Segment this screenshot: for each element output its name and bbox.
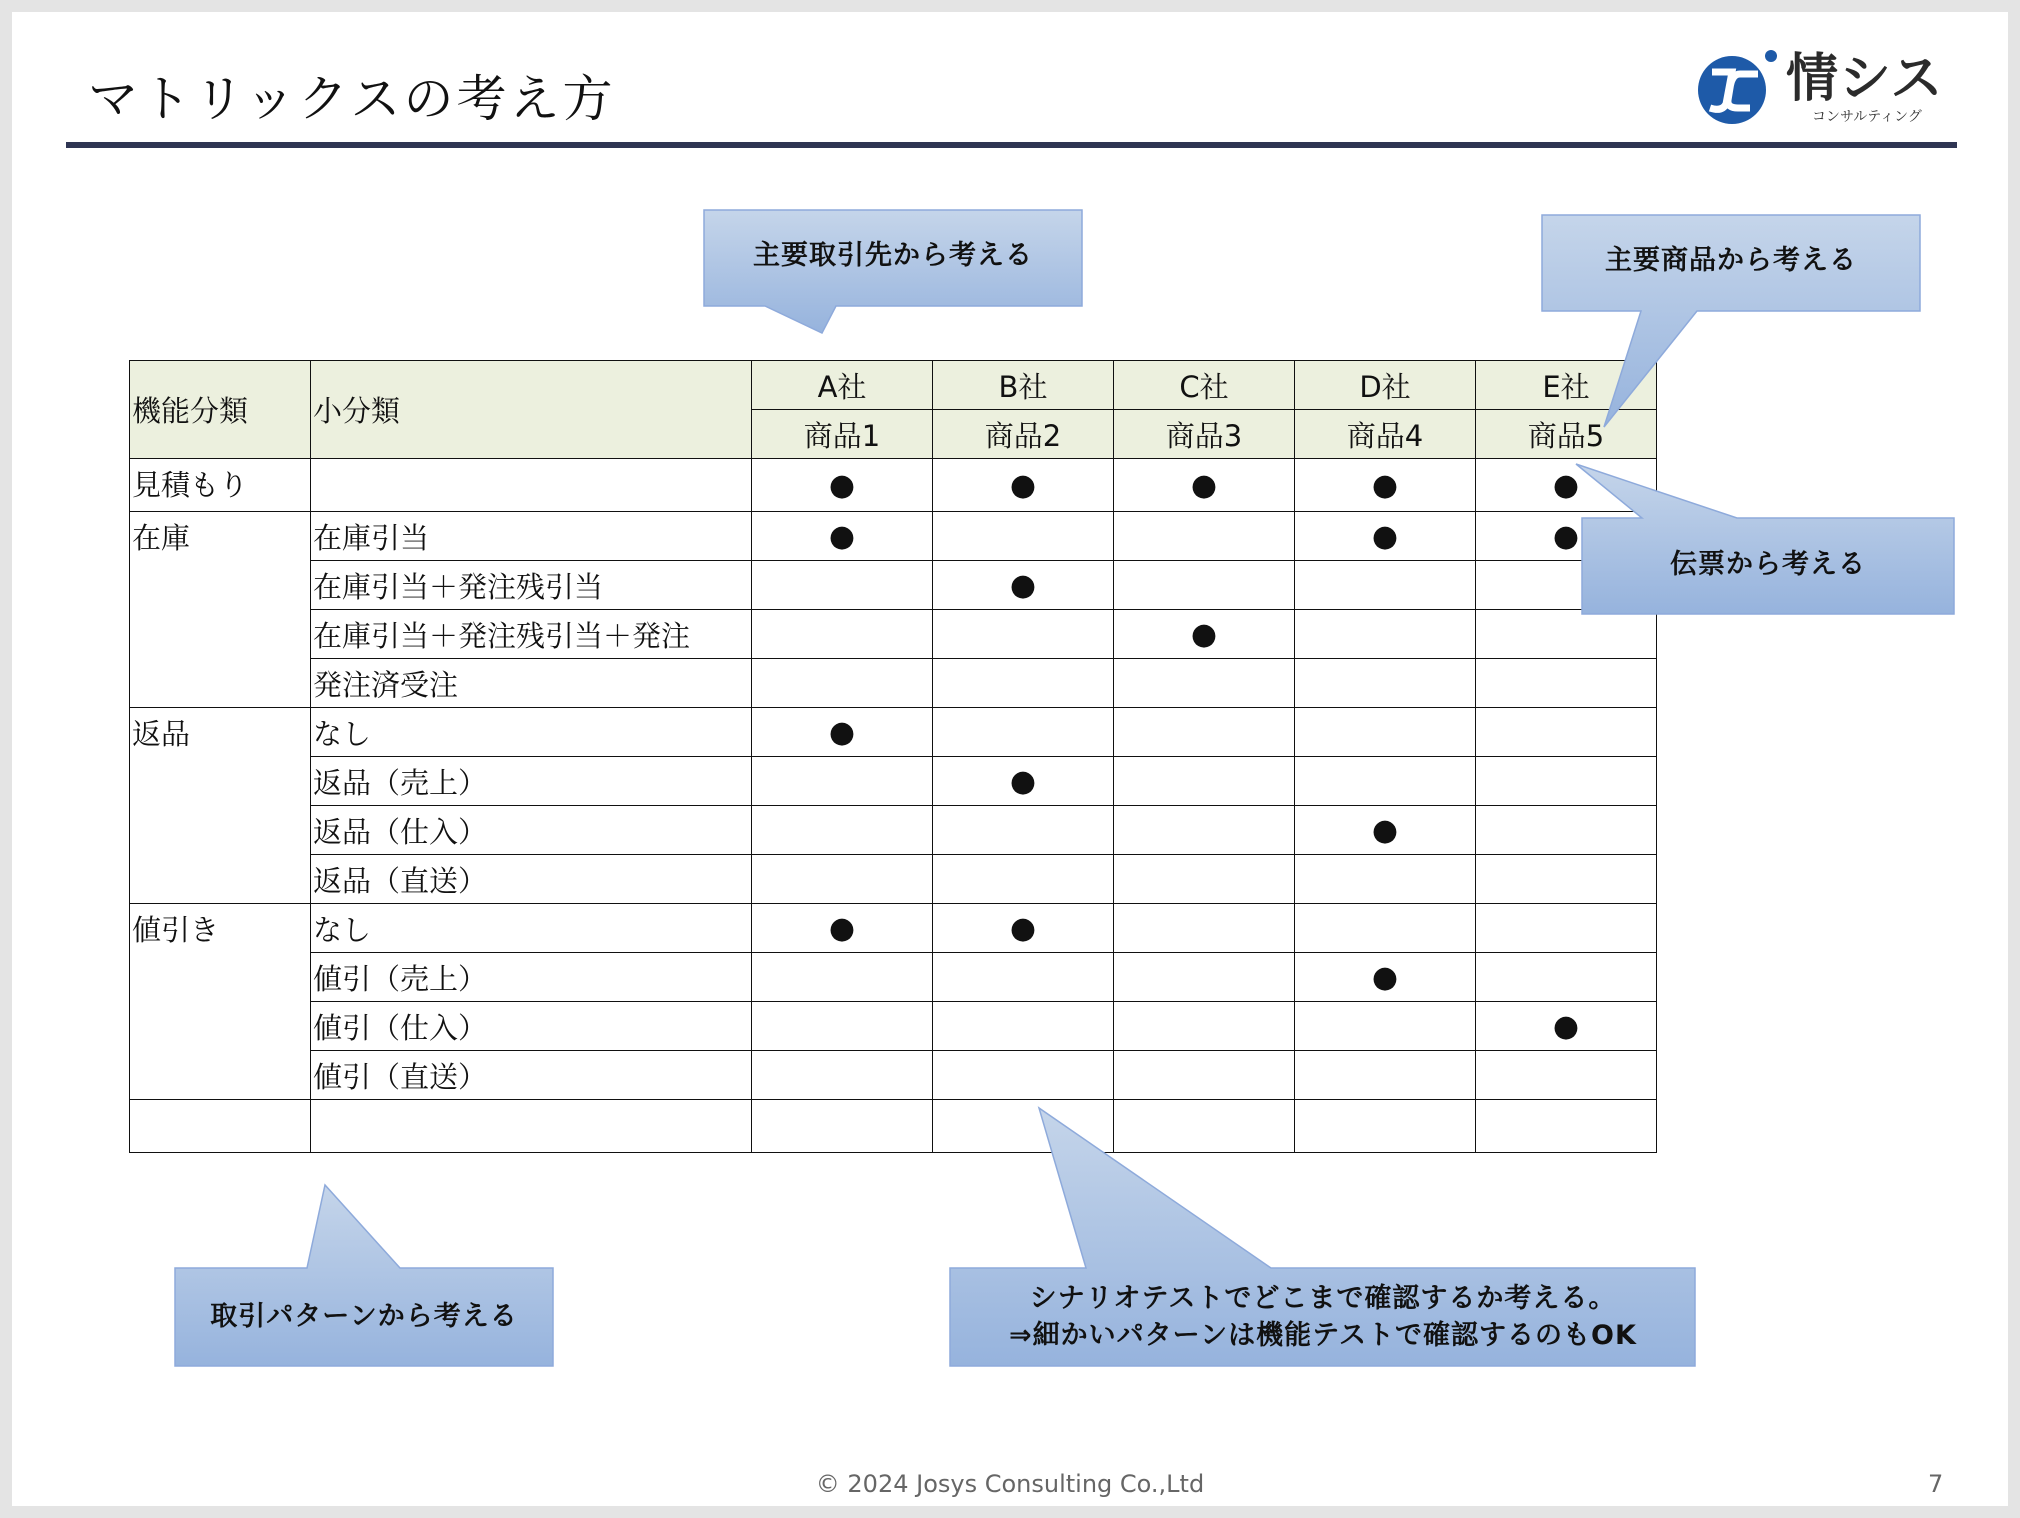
- subcategory-cell: 発注済受注: [311, 659, 752, 708]
- mark-cell-empty: [1114, 561, 1295, 610]
- subcategory-cell: 返品（売上）: [311, 757, 752, 806]
- subcategory-cell: 在庫引当: [311, 512, 752, 561]
- header-company: A社: [752, 361, 933, 410]
- check-dot-icon: ●: [1190, 467, 1218, 503]
- footer-copyright: © 2024 Josys Consulting Co.,Ltd: [815, 1470, 1205, 1498]
- header-company: C社: [1114, 361, 1295, 410]
- logo-subtitle: コンサルティング: [1812, 109, 1922, 125]
- table-row: [130, 953, 1657, 1002]
- mark-cell-empty: [752, 561, 933, 610]
- mark-cell-empty: [933, 708, 1114, 757]
- mark-cell-filled: [1295, 953, 1476, 1002]
- mark-cell-filled: [1114, 459, 1295, 512]
- page-number: 7: [1928, 1470, 1944, 1498]
- mark-cell-empty: [933, 659, 1114, 708]
- header-row-company: [130, 361, 1657, 410]
- check-dot-icon: ●: [1009, 567, 1037, 603]
- check-dot-icon: ●: [1371, 467, 1399, 503]
- subcategory-cell: [311, 459, 752, 512]
- mark-cell-filled: [1295, 459, 1476, 512]
- test-matrix-table: [129, 360, 1657, 1153]
- header-subcategory: 小分類: [311, 361, 752, 459]
- mark-cell-empty: [1114, 1002, 1295, 1051]
- mark-cell-empty: [1295, 708, 1476, 757]
- mark-cell-empty: [1295, 757, 1476, 806]
- callout-top-products: [1541, 214, 1921, 429]
- mark-cell-empty: [752, 953, 933, 1002]
- mark-cell-empty: [752, 757, 933, 806]
- table-row: [130, 610, 1657, 659]
- subcategory-cell: 値引（直送）: [311, 1051, 752, 1100]
- check-dot-icon: ●: [1371, 812, 1399, 848]
- check-dot-icon: ●: [1552, 1008, 1580, 1044]
- subcategory-cell: なし: [311, 904, 752, 953]
- subcategory-cell: 返品（仕入）: [311, 806, 752, 855]
- header-product: 商品3: [1114, 410, 1295, 459]
- header-product: 商品2: [933, 410, 1114, 459]
- subcategory-cell: 在庫引当＋発注残引当: [311, 561, 752, 610]
- header-company: B社: [933, 361, 1114, 410]
- callout-slip-shape: [1580, 446, 1956, 616]
- mark-cell-filled: [752, 904, 933, 953]
- check-dot-icon: ●: [1371, 959, 1399, 995]
- check-dot-icon: ●: [1009, 910, 1037, 946]
- header-product: 商品1: [752, 410, 933, 459]
- mark-cell-empty: [1476, 659, 1657, 708]
- mark-cell-filled: [933, 459, 1114, 512]
- mark-cell-empty: [1476, 953, 1657, 1002]
- table-row: [130, 806, 1657, 855]
- table-row: [130, 659, 1657, 708]
- slide: [12, 12, 2008, 1506]
- mark-cell-empty: [752, 1002, 933, 1051]
- mark-cell-empty: [1476, 610, 1657, 659]
- function-category-cell: 値引き: [130, 904, 311, 1100]
- table-row: [130, 855, 1657, 904]
- callout-patterns-text: 取引パターンから考える: [210, 1301, 518, 1332]
- callout-slip-text: 伝票から考える: [1670, 549, 1866, 580]
- function-category-cell: [130, 1100, 311, 1153]
- mark-cell-filled: [933, 904, 1114, 953]
- subcategory-cell: 返品（直送）: [311, 855, 752, 904]
- mark-cell-empty: [752, 659, 933, 708]
- table-row: [130, 459, 1657, 512]
- mark-cell-empty: [1114, 659, 1295, 708]
- callout-top-customers: [703, 209, 1083, 334]
- subcategory-cell: 値引（仕入）: [311, 1002, 752, 1051]
- callout-scenario-text: [949, 1280, 1697, 1354]
- callout-scenario-line-1: シナリオテストでどこまで確認するか考える。: [1029, 1283, 1617, 1314]
- mark-cell-empty: [1114, 757, 1295, 806]
- subcategory-cell: 在庫引当＋発注残引当＋発注: [311, 610, 752, 659]
- table-row: [130, 708, 1657, 757]
- mark-cell-empty: [1114, 855, 1295, 904]
- callout-scenario: [949, 1092, 1697, 1372]
- mark-cell-empty: [1114, 953, 1295, 1002]
- function-category-cell: 在庫: [130, 512, 311, 708]
- check-dot-icon: ●: [1009, 763, 1037, 799]
- mark-cell-empty: [1295, 659, 1476, 708]
- header-product: 商品5: [1476, 410, 1657, 459]
- mark-cell-empty: [933, 1002, 1114, 1051]
- callout-top-customers-text: 主要取引先から考える: [753, 240, 1033, 271]
- table-row: [130, 904, 1657, 953]
- mark-cell-filled: [933, 757, 1114, 806]
- subcategory-cell: [311, 1100, 752, 1153]
- mark-cell-empty: [1114, 806, 1295, 855]
- mark-cell-empty: [752, 1051, 933, 1100]
- check-dot-icon: ●: [1371, 518, 1399, 554]
- subcategory-cell: なし: [311, 708, 752, 757]
- slide-title: マトリックスの考え方: [88, 70, 616, 128]
- logo-text: 情シス: [1786, 49, 1944, 109]
- header-function-category: 機能分類: [130, 361, 311, 459]
- title-divider: [66, 142, 1957, 148]
- mark-cell-empty: [1114, 904, 1295, 953]
- header-company: E社: [1476, 361, 1657, 410]
- mark-cell-empty: [752, 855, 933, 904]
- check-dot-icon: ●: [1552, 467, 1580, 503]
- mark-cell-filled: [752, 708, 933, 757]
- mark-cell-empty: [1295, 904, 1476, 953]
- mark-cell-filled: [752, 512, 933, 561]
- mark-cell-empty: [933, 512, 1114, 561]
- mark-cell-empty: [1114, 708, 1295, 757]
- mark-cell-empty: [1476, 904, 1657, 953]
- check-dot-icon: ●: [828, 467, 856, 503]
- mark-cell-empty: [933, 806, 1114, 855]
- callout-slip: [1580, 446, 1956, 616]
- mark-cell-filled: [1114, 610, 1295, 659]
- mark-cell-filled: [933, 561, 1114, 610]
- callout-patterns: [174, 1170, 554, 1370]
- mark-cell-empty: [1295, 1002, 1476, 1051]
- header-company: D社: [1295, 361, 1476, 410]
- mark-cell-empty: [1476, 855, 1657, 904]
- function-category-cell: 見積もり: [130, 459, 311, 512]
- header-product: 商品4: [1295, 410, 1476, 459]
- mark-cell-empty: [933, 953, 1114, 1002]
- mark-cell-empty: [1295, 855, 1476, 904]
- mark-cell-empty: [933, 610, 1114, 659]
- mark-cell-empty: [1476, 708, 1657, 757]
- check-dot-icon: ●: [828, 714, 856, 750]
- mark-cell-filled: [1295, 512, 1476, 561]
- mark-cell-filled: [752, 459, 933, 512]
- callout-patterns-shape: [174, 1170, 554, 1370]
- mark-cell-empty: [1114, 512, 1295, 561]
- subcategory-cell: 値引（売上）: [311, 953, 752, 1002]
- check-dot-icon: ●: [1190, 616, 1218, 652]
- check-dot-icon: ●: [828, 518, 856, 554]
- mark-cell-filled: [1295, 806, 1476, 855]
- mark-cell-empty: [933, 855, 1114, 904]
- callout-scenario-line-2: ⇒細かいパターンは機能テストで確認するのもOK: [1009, 1320, 1637, 1351]
- mark-cell-empty: [1295, 610, 1476, 659]
- mark-cell-empty: [1295, 561, 1476, 610]
- table-row: [130, 757, 1657, 806]
- mark-cell-filled: [1476, 1002, 1657, 1051]
- check-dot-icon: ●: [1552, 518, 1580, 554]
- function-category-cell: 返品: [130, 708, 311, 904]
- table-row: [130, 561, 1657, 610]
- check-dot-icon: ●: [1009, 467, 1037, 503]
- table-row: [130, 1002, 1657, 1051]
- mark-cell-empty: [1476, 806, 1657, 855]
- mark-cell-empty: [752, 806, 933, 855]
- mark-cell-empty: [752, 610, 933, 659]
- table-row: [130, 512, 1657, 561]
- mark-cell-empty: [752, 1100, 933, 1153]
- check-dot-icon: ●: [828, 910, 856, 946]
- callout-top-products-text: 主要商品から考える: [1605, 245, 1857, 276]
- mark-cell-empty: [1476, 757, 1657, 806]
